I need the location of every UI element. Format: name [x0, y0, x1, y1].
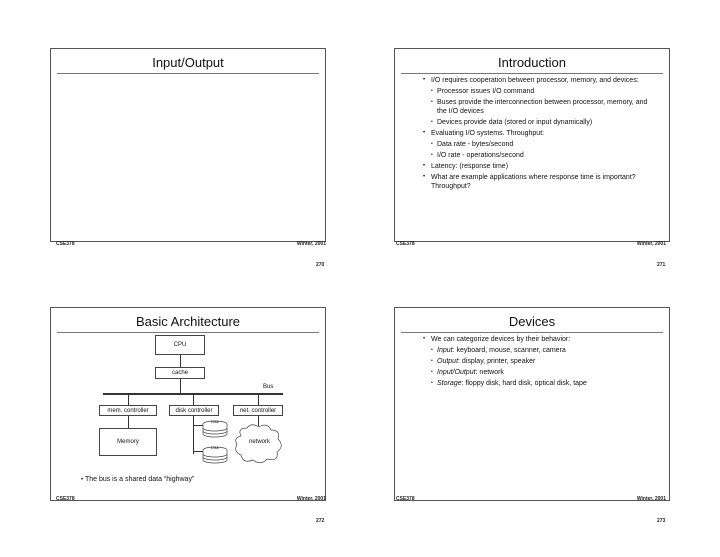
slide-271 — [394, 48, 670, 242]
bullet-item: • Evaluating I/O systems. Throughput: — [423, 129, 659, 138]
bullet-list — [423, 76, 659, 193]
bullet-list — [423, 335, 659, 390]
category-examples: : display, printer, speaker — [458, 358, 536, 365]
bullet-item: • What are example applications where response time is important? Throughput? — [423, 173, 659, 191]
bullet-item — [423, 368, 659, 377]
slide-title: Basic Architecture — [135, 314, 241, 329]
slide-title: Introduction — [498, 55, 566, 70]
page-number: 270 — [316, 262, 325, 268]
title-rule — [401, 332, 663, 333]
title-rule — [401, 73, 663, 74]
category-name: Storage — [437, 380, 462, 387]
bus-drop — [193, 395, 194, 405]
bullet-item: • Data rate - bytes/second — [423, 140, 659, 149]
page-number: 271 — [657, 262, 666, 268]
mem-controller-box: mem. controller — [99, 405, 157, 416]
controller-link — [128, 416, 129, 428]
controller-link — [193, 416, 194, 454]
category-name: Input — [437, 347, 453, 354]
title-rule — [57, 73, 319, 74]
slide-footer-right: Winter, 2001 — [296, 496, 326, 502]
category-examples: : floppy disk, hard disk, optical disk, tape — [461, 380, 587, 387]
category-examples: : keyboard, mouse, scanner, camera — [452, 347, 566, 354]
bullet-item: • Processor issues I/O command — [423, 87, 659, 96]
category-name: Output — [437, 358, 459, 365]
cpu-cache-link — [180, 355, 181, 367]
title-rule — [57, 332, 319, 333]
bullet-text: The bus is a shared data “highway” — [84, 476, 195, 483]
cache-box: cache — [155, 367, 205, 379]
bullet-item: • We can categorize devices by their behavior: — [423, 335, 659, 344]
slide-title: Input/Output — [152, 55, 224, 70]
bullet-item: • I/O requires cooperation between processor, memory, and devices: — [423, 76, 659, 85]
slide-footer-left: CSE378 — [396, 241, 415, 247]
network-label: network — [249, 439, 271, 445]
slide-footer-right: Winter, 2001 — [296, 241, 326, 247]
page-number: 273 — [657, 518, 666, 524]
page-number: 272 — [316, 518, 325, 524]
slide-footer-left: CSE378 — [396, 496, 415, 502]
bullet-item: • I/O rate - operations/second — [423, 151, 659, 160]
bus-drop — [128, 395, 129, 405]
bullet-item: • The bus is a shared data “highway” — [81, 476, 195, 483]
bullet-item — [423, 346, 659, 355]
slide-273 — [394, 307, 670, 501]
category-name: Input/Output — [437, 369, 476, 376]
bus-drop — [258, 395, 259, 405]
slide-footer-left: CSE378 — [56, 241, 75, 247]
category-examples: : network — [475, 369, 504, 376]
slide-footer-left: CSE378 — [56, 496, 75, 502]
disk-label: Disk — [211, 419, 219, 424]
slide-footer-right: Winter, 2001 — [636, 496, 666, 502]
bullet-item: • Latency: (response time) — [423, 162, 659, 171]
bullet-item — [423, 379, 659, 388]
slide-270 — [50, 48, 326, 242]
bullet-item — [423, 357, 659, 366]
cpu-box: CPU — [155, 335, 205, 355]
slide-footer-right: Winter, 2001 — [636, 241, 666, 247]
bus-label: Bus — [263, 384, 274, 390]
disk-label: Disk — [211, 445, 219, 450]
bullet-item: • Buses provide the interconnection between processor, memory, and the I/O devices — [423, 98, 659, 116]
bullet-item: • Devices provide data (stored or input dynamically) — [423, 118, 659, 127]
memory-box: Memory — [99, 428, 157, 456]
cache-bus-link — [180, 379, 181, 393]
slide-title: Devices — [508, 314, 556, 329]
net-controller-box: net. controller — [233, 405, 283, 416]
disk-controller-box: disk controller — [169, 405, 219, 416]
slide-272 — [50, 307, 326, 501]
